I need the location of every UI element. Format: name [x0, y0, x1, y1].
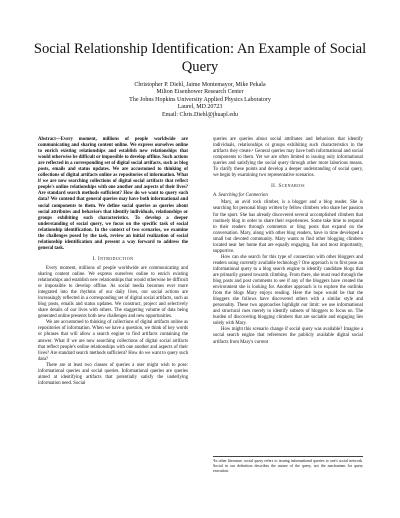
paragraph: queries are queries about social attributes and behaviors that identify individuals, relationships or groups exhibiting such characteristics in the artifacts they create.¹ General queries may have both informational and social components to them. Yet we are often limited to issuing only informational queries and satisfying the social query through other more laborious means. To clarify these points and develop a deeper understanding of social query, we begin by examining two representative scenarios.	[213, 137, 363, 179]
section-heading-introduction: I. Introduction	[92, 256, 134, 262]
address-line: Laurel, MD 20723	[177, 104, 223, 111]
author-block	[40, 82, 360, 119]
paragraph: Every moment, millions of people worldwide are communicating and sharing content online. We express ourselves online to enrich existing relationships and establish new relationships that would otherwise be difficult or impossible to develop offline. As social media becomes ever more integrated into the rhythms of our daily lives, our social actions are increasingly reflected in a corresponding set of digital social artifacts, such as blog posts, emails and status updates. We construct, project and selectively share details of our lives with others. The staggering volume of data being generated online presents both new challenges and new opportunities.	[38, 265, 188, 320]
paragraph: There are at least two classes of queries a user might wish to pose: informational queries and social queries. Informational queries are queries aimed at identifying artifacts that potentially satisfy the underlying information need. Social	[38, 362, 188, 386]
left-column	[38, 137, 188, 387]
footnote: ¹In other literature, social query refers to issuing informational queries to one's social network. Social in our definition describes the nature of the query, not the mechanism for query execution.	[213, 456, 363, 474]
paragraph: We are accustomed to thinking of collections of digital artifacts online as repositories of information. When we have a question, we think of key words or phrases that will allow a search engine to find artifacts containing the answer. What if we are now searching collections of digital social artifacts that reflect people's online relationships with one another and aspects of their lives? Are standard search methods sufficient? How do we want to query such data?	[38, 320, 188, 362]
abstract: Abstract—Every moment, millions of people worldwide are communicating and sharing content online. We express ourselves online to enrich existing relationships and establish new relationships that would otherwise be difficult or impossible to develop offline. Such actions are reflected in a corresponding set of digital social artifacts, such as blog posts, emails and status updates. We are accustomed to thinking of collections of digital artifacts online as repositories of information. What if we are now searching collections of digital social artifacts that reflect people's online relationships with one another and aspects of their lives? Are standard search methods sufficient? How do we want to query such data? We contend that general queries may have both informational and social components to them. We define social queries as queries about social attributes and behaviors that identify individuals, relationships or groups exhibiting such characteristics. To develop a deeper understanding of social query, we focus on the specific task of social relationship identification. In the context of two scenarios, we examine the challenges posed by the task, review an initial realization of social relationship identification and present a way forward to address the general task.	[38, 137, 188, 251]
affiliation-line: The Johns Hopkins University Applied Physics Laboratory	[129, 96, 271, 103]
paper-title: Social Relationship Identification: An Example of Social Query	[33, 41, 367, 75]
subsection-heading: A. Searching for Connection	[213, 193, 268, 199]
email-line: Email: Chris.Diehl@jhuapl.edu	[161, 111, 238, 118]
section-heading-scenarios: II. Scenarios	[271, 184, 305, 190]
paragraph: How might this scenario change if social query was available? Imagine a social search engine that references the publicly available digital social artifacts from Mary's current	[213, 327, 363, 345]
author-names: Christopher P. Diehl, Jaime Montemayor, Mike Pekala	[134, 82, 266, 88]
paragraph: How can she search for this type of connection with other bloggers and readers using currently available technology? One approach is to first pose an informational query to a blog search engine to identify candidate blogs that are primarily geared towards climbing. From there, she must read through the blog posts and post comments to see if any of the bloggers have created the environment she is looking for. Another approach is to explore the outlinks from the blogs Mary enjoys reading. Here the hope would be that the bloggers she follows have discovered others with a similar style and personality. These two approaches highlight our limit: we use informational and structural cues merely to identify subsets of bloggers to focus on. The burden of discovering blogging climbers that are sociable and engaging lies solely with Mary.	[213, 254, 363, 327]
affiliation-line: Milton Eisenhower Research Center	[156, 89, 244, 96]
paragraph: Mary, an avid rock climber, is a blogger and a blog reader. She is searching for personal blogs written by fellow climbers who share her passion for the sport. She has already discovered several accomplished climbers that routinely blog in order to share their experiences. Some take time to respond to their readers through comments or blog posts that expand on the conversation. Mary, along with other blog readers, have in time developed a small but devoted community. Mary wants to find other blogging climbers located near her home that are equally engaging, fun and most importantly, supportive.	[213, 200, 363, 254]
right-column	[213, 137, 363, 346]
